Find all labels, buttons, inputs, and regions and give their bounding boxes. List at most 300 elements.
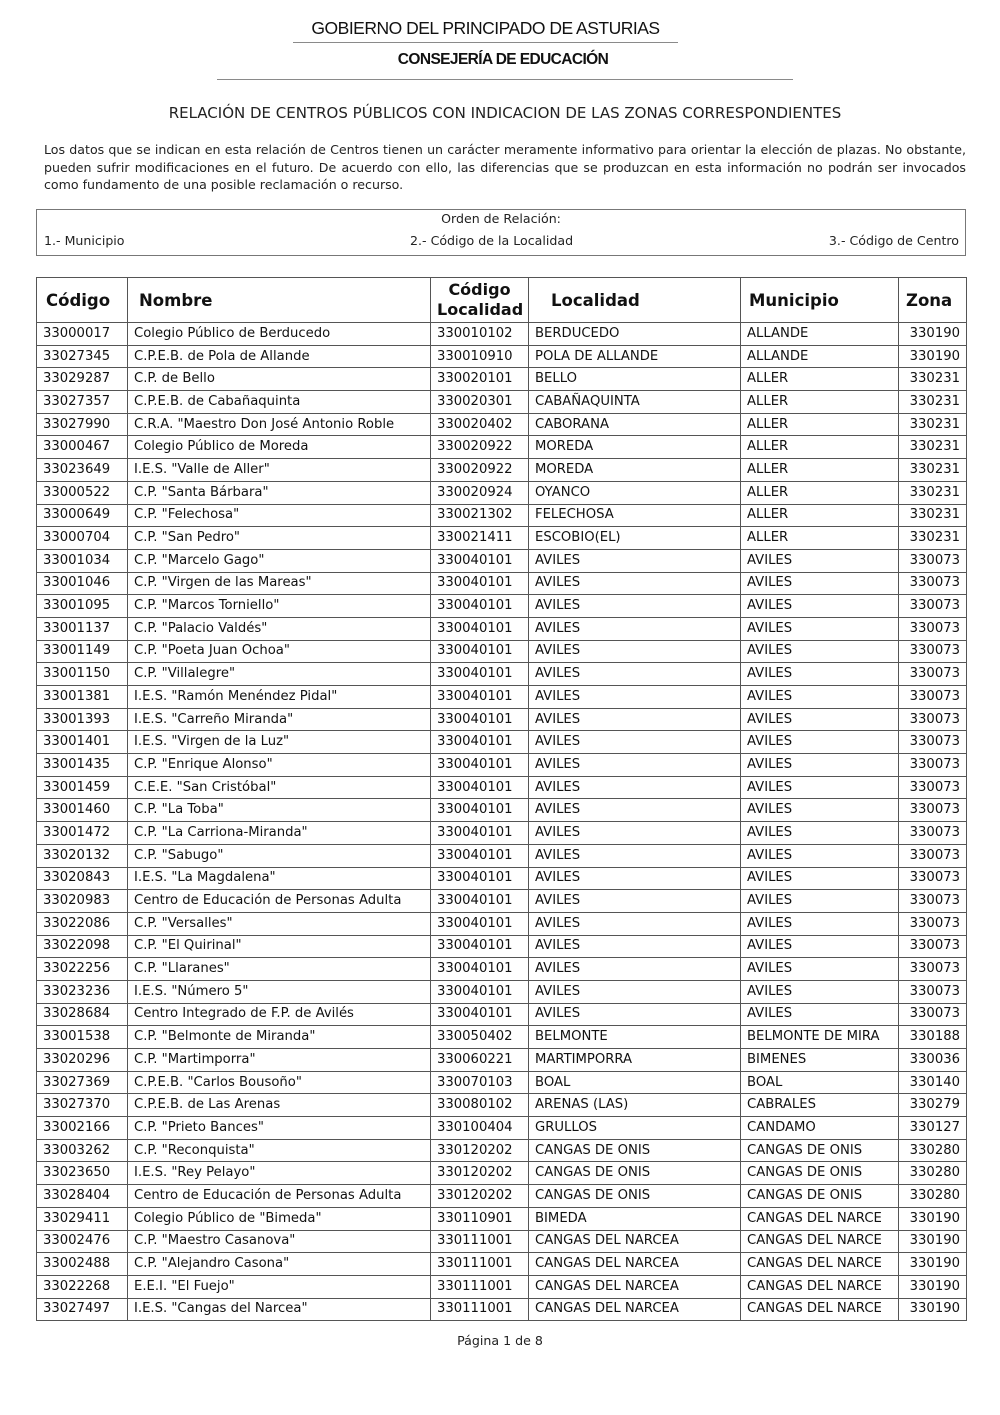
cell-localidad: AVILES <box>529 958 741 981</box>
cell-municipio: AVILES <box>741 617 899 640</box>
cell-codigo-localidad: 330120202 <box>431 1162 529 1185</box>
cell-zona: 330073 <box>899 549 967 572</box>
page-number: Página 1 de 8 <box>457 1333 543 1348</box>
cell-codigo: 33022086 <box>37 912 128 935</box>
cell-codigo-localidad: 330040101 <box>431 572 529 595</box>
column-header-municipio: Municipio <box>741 278 899 323</box>
cell-codigo-localidad: 330040101 <box>431 663 529 686</box>
cell-municipio: CANGAS DE ONIS <box>741 1162 899 1185</box>
cell-codigo-localidad: 330020922 <box>431 459 529 482</box>
cell-codigo-localidad: 330111001 <box>431 1298 529 1321</box>
cell-localidad: BIMEDA <box>529 1207 741 1230</box>
cell-nombre: C.P. "Sabugo" <box>128 844 431 867</box>
cell-localidad: OYANCO <box>529 481 741 504</box>
cell-codigo-localidad: 330070103 <box>431 1071 529 1094</box>
cell-codigo-localidad: 330010910 <box>431 345 529 368</box>
cell-codigo-localidad: 330021302 <box>431 504 529 527</box>
cell-localidad: MARTIMPORRA <box>529 1049 741 1072</box>
table-row <box>37 1094 967 1117</box>
cell-nombre: C.P. "Prieto Bances" <box>128 1117 431 1140</box>
cell-municipio: AVILES <box>741 640 899 663</box>
cell-nombre: C.P. "La Toba" <box>128 799 431 822</box>
cell-municipio: CANGAS DE ONIS <box>741 1139 899 1162</box>
table-row <box>37 1207 967 1230</box>
cell-localidad: AVILES <box>529 754 741 777</box>
department-header: CONSEJERÍA DE EDUCACIÓN <box>397 51 609 68</box>
cell-codigo-localidad: 330111001 <box>431 1230 529 1253</box>
cell-localidad: AVILES <box>529 686 741 709</box>
cell-municipio: ALLER <box>741 413 899 436</box>
cell-nombre: C.P. "Palacio Valdés" <box>128 617 431 640</box>
cell-codigo: 33000704 <box>37 527 128 550</box>
cell-nombre: C.P. "Villalegre" <box>128 663 431 686</box>
column-header-localidad: Localidad <box>529 278 741 323</box>
cell-codigo-localidad: 330040101 <box>431 754 529 777</box>
table-row <box>37 527 967 550</box>
cell-codigo: 33002166 <box>37 1117 128 1140</box>
header-divider <box>293 42 678 43</box>
cell-nombre: C.P. "Maestro Casanova" <box>128 1230 431 1253</box>
cell-localidad: AVILES <box>529 935 741 958</box>
cell-codigo-localidad: 330040101 <box>431 958 529 981</box>
cell-codigo-localidad: 330020101 <box>431 368 529 391</box>
cell-codigo-localidad: 330080102 <box>431 1094 529 1117</box>
cell-localidad: AVILES <box>529 822 741 845</box>
cell-codigo: 33001150 <box>37 663 128 686</box>
cell-codigo-localidad: 330040101 <box>431 595 529 618</box>
cell-localidad: CABORANA <box>529 413 741 436</box>
cell-codigo: 33003262 <box>37 1139 128 1162</box>
cell-localidad: AVILES <box>529 799 741 822</box>
cell-zona: 330279 <box>899 1094 967 1117</box>
cell-nombre: C.P.E.B. "Carlos Bousoño" <box>128 1071 431 1094</box>
cell-codigo: 33029411 <box>37 1207 128 1230</box>
cell-zona: 330073 <box>899 595 967 618</box>
cell-municipio: ALLER <box>741 527 899 550</box>
cell-localidad: CANGAS DEL NARCEA <box>529 1253 741 1276</box>
cell-municipio: ALLER <box>741 481 899 504</box>
cell-codigo: 33001381 <box>37 686 128 709</box>
sort-order-item: 2.- Código de la Localidad <box>410 233 574 248</box>
cell-codigo: 33000522 <box>37 481 128 504</box>
cell-nombre: E.E.I. "El Fuejo" <box>128 1275 431 1298</box>
cell-municipio: CANGAS DEL NARCE <box>741 1298 899 1321</box>
cell-nombre: I.E.S. "Carreño Miranda" <box>128 708 431 731</box>
cell-codigo: 33001460 <box>37 799 128 822</box>
cell-localidad: AVILES <box>529 595 741 618</box>
cell-codigo: 33001393 <box>37 708 128 731</box>
cell-zona: 330190 <box>899 1230 967 1253</box>
cell-codigo-localidad: 330060221 <box>431 1049 529 1072</box>
cell-nombre: C.P. "Virgen de las Mareas" <box>128 572 431 595</box>
cell-zona: 330190 <box>899 1253 967 1276</box>
table-row <box>37 1071 967 1094</box>
cell-municipio: AVILES <box>741 686 899 709</box>
cell-codigo-localidad: 330020301 <box>431 391 529 414</box>
cell-municipio: ALLANDE <box>741 323 899 346</box>
cell-zona: 330190 <box>899 345 967 368</box>
cell-codigo-localidad: 330040101 <box>431 867 529 890</box>
cell-zona: 330073 <box>899 617 967 640</box>
cell-codigo-localidad: 330040101 <box>431 980 529 1003</box>
cell-municipio: AVILES <box>741 958 899 981</box>
table-row <box>37 776 967 799</box>
cell-codigo-localidad: 330040101 <box>431 708 529 731</box>
cell-nombre: C.P. de Bello <box>128 368 431 391</box>
cell-municipio: BIMENES <box>741 1049 899 1072</box>
cell-codigo: 33000017 <box>37 323 128 346</box>
table-row <box>37 1003 967 1026</box>
cell-municipio: AVILES <box>741 867 899 890</box>
table-row <box>37 413 967 436</box>
cell-codigo: 33002488 <box>37 1253 128 1276</box>
cell-municipio: CANGAS DEL NARCE <box>741 1275 899 1298</box>
cell-zona: 330073 <box>899 776 967 799</box>
cell-nombre: C.P. "Enrique Alonso" <box>128 754 431 777</box>
cell-nombre: I.E.S. "La Magdalena" <box>128 867 431 890</box>
cell-codigo: 33020843 <box>37 867 128 890</box>
cell-municipio: CANGAS DEL NARCE <box>741 1253 899 1276</box>
column-header-codigo-localidad <box>431 278 529 323</box>
cell-localidad: FELECHOSA <box>529 504 741 527</box>
cell-nombre: C.P. "Martimporra" <box>128 1049 431 1072</box>
cell-localidad: GRULLOS <box>529 1117 741 1140</box>
cell-zona: 330231 <box>899 527 967 550</box>
cell-codigo-localidad: 330021411 <box>431 527 529 550</box>
cell-codigo: 33027370 <box>37 1094 128 1117</box>
cell-codigo: 33027990 <box>37 413 128 436</box>
table-row <box>37 549 967 572</box>
cell-nombre: C.P. "Llaranes" <box>128 958 431 981</box>
cell-zona: 330190 <box>899 1275 967 1298</box>
government-header: GOBIERNO DEL PRINCIPADO DE ASTURIAS <box>311 18 660 38</box>
cell-nombre: Colegio Público de "Bimeda" <box>128 1207 431 1230</box>
cell-codigo: 33001459 <box>37 776 128 799</box>
table-row <box>37 822 967 845</box>
table-row <box>37 617 967 640</box>
table-row <box>37 867 967 890</box>
cell-localidad: BELMONTE <box>529 1026 741 1049</box>
cell-codigo-localidad: 330040101 <box>431 617 529 640</box>
cell-municipio: BELMONTE DE MIRA <box>741 1026 899 1049</box>
cell-zona: 330190 <box>899 323 967 346</box>
cell-nombre: C.P.E.B. de Pola de Allande <box>128 345 431 368</box>
cell-zona: 330190 <box>899 1207 967 1230</box>
cell-zona: 330073 <box>899 640 967 663</box>
cell-codigo: 33020132 <box>37 844 128 867</box>
cell-zona: 330073 <box>899 867 967 890</box>
table-row <box>37 799 967 822</box>
sort-order-item: 3.- Código de Centro <box>828 233 959 248</box>
cell-codigo: 33027497 <box>37 1298 128 1321</box>
cell-municipio: AVILES <box>741 663 899 686</box>
cell-zona: 330231 <box>899 481 967 504</box>
table-row <box>37 958 967 981</box>
cell-localidad: AVILES <box>529 549 741 572</box>
table-row <box>37 640 967 663</box>
cell-nombre: I.E.S. "Cangas del Narcea" <box>128 1298 431 1321</box>
cell-zona: 330231 <box>899 368 967 391</box>
cell-codigo-localidad: 330050402 <box>431 1026 529 1049</box>
column-header-zona: Zona <box>899 278 967 323</box>
cell-nombre: I.E.S. "Número 5" <box>128 980 431 1003</box>
cell-codigo: 33002476 <box>37 1230 128 1253</box>
cell-localidad: MOREDA <box>529 436 741 459</box>
table-row <box>37 1162 967 1185</box>
cell-codigo-localidad: 330020924 <box>431 481 529 504</box>
column-header-codigo: Código <box>37 278 128 323</box>
cell-zona: 330280 <box>899 1185 967 1208</box>
table-row <box>37 890 967 913</box>
cell-codigo-localidad: 330120202 <box>431 1139 529 1162</box>
cell-codigo-localidad: 330020922 <box>431 436 529 459</box>
cell-nombre: Centro Integrado de F.P. de Avilés <box>128 1003 431 1026</box>
cell-zona: 330073 <box>899 1003 967 1026</box>
disclaimer-paragraph: Los datos que se indican en esta relación de Centros tienen un carácter meramente informativo para orientar la elección de plazas. No obstante, pueden sufrir modificaciones en el futuro. De acuerdo con ello, las diferencias que se produzcan en esta información no podrán ser invocados como fundamento de una posible reclamación o recurso. <box>44 142 966 192</box>
cell-codigo-localidad: 330040101 <box>431 935 529 958</box>
cell-codigo: 33001095 <box>37 595 128 618</box>
cell-municipio: CABRALES <box>741 1094 899 1117</box>
cell-nombre: C.P.E.B. de Las Arenas <box>128 1094 431 1117</box>
cell-localidad: BOAL <box>529 1071 741 1094</box>
cell-zona: 330073 <box>899 935 967 958</box>
cell-localidad: MOREDA <box>529 459 741 482</box>
table-row <box>37 595 967 618</box>
cell-codigo-localidad: 330010102 <box>431 323 529 346</box>
table-row <box>37 1117 967 1140</box>
cell-zona: 330073 <box>899 754 967 777</box>
cell-codigo: 33000467 <box>37 436 128 459</box>
table-row <box>37 663 967 686</box>
cell-nombre: C.E.E. "San Cristóbal" <box>128 776 431 799</box>
cell-municipio: ALLER <box>741 459 899 482</box>
cell-nombre: I.E.S. "Rey Pelayo" <box>128 1162 431 1185</box>
cell-localidad: AVILES <box>529 844 741 867</box>
table-row <box>37 436 967 459</box>
cell-codigo-localidad: 330111001 <box>431 1275 529 1298</box>
cell-codigo: 33020296 <box>37 1049 128 1072</box>
table-row <box>37 1298 967 1321</box>
cell-codigo: 33023650 <box>37 1162 128 1185</box>
column-header-nombre: Nombre <box>128 278 431 323</box>
cell-localidad: AVILES <box>529 708 741 731</box>
cell-nombre: Centro de Educación de Personas Adulta <box>128 890 431 913</box>
cell-localidad: CANGAS DEL NARCEA <box>529 1298 741 1321</box>
cell-zona: 330073 <box>899 912 967 935</box>
cell-codigo: 33023649 <box>37 459 128 482</box>
cell-codigo: 33001034 <box>37 549 128 572</box>
cell-municipio: AVILES <box>741 844 899 867</box>
table-row <box>37 481 967 504</box>
cell-nombre: C.P. "Marcos Torniello" <box>128 595 431 618</box>
cell-municipio: AVILES <box>741 935 899 958</box>
cell-municipio: AVILES <box>741 776 899 799</box>
cell-codigo: 33001149 <box>37 640 128 663</box>
cell-codigo-localidad: 330040101 <box>431 776 529 799</box>
cell-nombre: C.P. "Versalles" <box>128 912 431 935</box>
cell-localidad: ESCOBIO(EL) <box>529 527 741 550</box>
cell-codigo: 33001401 <box>37 731 128 754</box>
cell-municipio: AVILES <box>741 912 899 935</box>
sort-order-title: Orden de Relación: <box>441 211 561 226</box>
cell-nombre: C.P.E.B. de Cabañaquinta <box>128 391 431 414</box>
cell-municipio: AVILES <box>741 595 899 618</box>
table-row <box>37 912 967 935</box>
cell-nombre: C.P. "Santa Bárbara" <box>128 481 431 504</box>
table-row <box>37 1185 967 1208</box>
cell-codigo-localidad: 330040101 <box>431 731 529 754</box>
cell-municipio: ALLER <box>741 436 899 459</box>
cell-codigo: 33001538 <box>37 1026 128 1049</box>
cell-municipio: AVILES <box>741 822 899 845</box>
cell-nombre: Centro de Educación de Personas Adulta <box>128 1185 431 1208</box>
cell-nombre: C.P. "La Carriona-Miranda" <box>128 822 431 845</box>
cell-localidad: CANGAS DE ONIS <box>529 1185 741 1208</box>
table-row <box>37 1139 967 1162</box>
table-row <box>37 1275 967 1298</box>
cell-codigo-localidad: 330040101 <box>431 640 529 663</box>
cell-nombre: C.P. "Felechosa" <box>128 504 431 527</box>
cell-localidad: CANGAS DEL NARCEA <box>529 1275 741 1298</box>
cell-nombre: C.P. "Belmonte de Miranda" <box>128 1026 431 1049</box>
table-body <box>37 323 967 1321</box>
cell-nombre: I.E.S. "Virgen de la Luz" <box>128 731 431 754</box>
cell-zona: 330127 <box>899 1117 967 1140</box>
cell-nombre: C.P. "El Quirinal" <box>128 935 431 958</box>
cell-codigo: 33027357 <box>37 391 128 414</box>
cell-zona: 330231 <box>899 413 967 436</box>
cell-codigo: 33001472 <box>37 822 128 845</box>
cell-localidad: AVILES <box>529 890 741 913</box>
cell-nombre: Colegio Público de Moreda <box>128 436 431 459</box>
cell-zona: 330073 <box>899 708 967 731</box>
cell-localidad: CANGAS DEL NARCEA <box>529 1230 741 1253</box>
cell-codigo-localidad: 330040101 <box>431 799 529 822</box>
cell-municipio: ALLER <box>741 368 899 391</box>
cell-zona: 330073 <box>899 572 967 595</box>
sort-order-item: 1.- Municipio <box>44 233 125 248</box>
cell-localidad: BELLO <box>529 368 741 391</box>
cell-localidad: AVILES <box>529 640 741 663</box>
cell-localidad: CANGAS DE ONIS <box>529 1162 741 1185</box>
cell-codigo: 33022268 <box>37 1275 128 1298</box>
cell-codigo-localidad: 330120202 <box>431 1185 529 1208</box>
table-row <box>37 980 967 1003</box>
cell-localidad: CANGAS DE ONIS <box>529 1139 741 1162</box>
cell-nombre: C.P. "Poeta Juan Ochoa" <box>128 640 431 663</box>
cell-municipio: AVILES <box>741 549 899 572</box>
cell-zona: 330280 <box>899 1162 967 1185</box>
table-row <box>37 935 967 958</box>
cell-zona: 330073 <box>899 663 967 686</box>
table-row <box>37 1049 967 1072</box>
cell-municipio: ALLER <box>741 504 899 527</box>
cell-municipio: ALLANDE <box>741 345 899 368</box>
cell-nombre: I.E.S. "Ramón Menéndez Pidal" <box>128 686 431 709</box>
table-row <box>37 844 967 867</box>
cell-codigo: 33028404 <box>37 1185 128 1208</box>
table-row <box>37 686 967 709</box>
cell-localidad: AVILES <box>529 912 741 935</box>
cell-zona: 330231 <box>899 436 967 459</box>
cell-codigo: 33020983 <box>37 890 128 913</box>
cell-zona: 330036 <box>899 1049 967 1072</box>
cell-municipio: AVILES <box>741 708 899 731</box>
cell-codigo-localidad: 330040101 <box>431 1003 529 1026</box>
cell-zona: 330073 <box>899 686 967 709</box>
cell-codigo-localidad: 330040101 <box>431 890 529 913</box>
cell-zona: 330231 <box>899 391 967 414</box>
cell-zona: 330140 <box>899 1071 967 1094</box>
cell-codigo-localidad: 330110901 <box>431 1207 529 1230</box>
cell-codigo-localidad: 330040101 <box>431 912 529 935</box>
cell-codigo-localidad: 330020402 <box>431 413 529 436</box>
centers-table <box>36 277 967 1321</box>
table-row <box>37 459 967 482</box>
cell-municipio: CANGAS DEL NARCE <box>741 1230 899 1253</box>
table-row <box>37 1253 967 1276</box>
cell-codigo: 33022256 <box>37 958 128 981</box>
table-row <box>37 368 967 391</box>
cell-municipio: AVILES <box>741 799 899 822</box>
header-divider <box>217 79 793 80</box>
cell-codigo: 33001137 <box>37 617 128 640</box>
cell-municipio: AVILES <box>741 890 899 913</box>
cell-nombre: I.E.S. "Valle de Aller" <box>128 459 431 482</box>
table-row <box>37 391 967 414</box>
cell-localidad: ARENAS (LAS) <box>529 1094 741 1117</box>
cell-localidad: AVILES <box>529 867 741 890</box>
cell-zona: 330073 <box>899 980 967 1003</box>
cell-nombre: C.P. "San Pedro" <box>128 527 431 550</box>
cell-localidad: BERDUCEDO <box>529 323 741 346</box>
cell-zona: 330073 <box>899 890 967 913</box>
document-title: RELACIÓN DE CENTROS PÚBLICOS CON INDICACION DE LAS ZONAS CORRESPONDIENTES <box>168 104 842 122</box>
cell-nombre: Colegio Público de Berducedo <box>128 323 431 346</box>
cell-localidad: AVILES <box>529 617 741 640</box>
table-row <box>37 1026 967 1049</box>
cell-municipio: ALLER <box>741 391 899 414</box>
cell-zona: 330190 <box>899 1298 967 1321</box>
table-header-row <box>37 278 967 323</box>
cell-zona: 330231 <box>899 504 967 527</box>
cell-codigo-localidad: 330100404 <box>431 1117 529 1140</box>
cell-localidad: AVILES <box>529 572 741 595</box>
cell-codigo: 33000649 <box>37 504 128 527</box>
table-row <box>37 754 967 777</box>
cell-zona: 330231 <box>899 459 967 482</box>
column-header-codigo-localidad-line1: Código <box>448 280 511 299</box>
cell-codigo: 33023236 <box>37 980 128 1003</box>
cell-municipio: AVILES <box>741 754 899 777</box>
table-row <box>37 345 967 368</box>
cell-municipio: CANGAS DE ONIS <box>741 1185 899 1208</box>
cell-zona: 330073 <box>899 799 967 822</box>
cell-codigo: 33027345 <box>37 345 128 368</box>
cell-codigo: 33001046 <box>37 572 128 595</box>
cell-codigo: 33027369 <box>37 1071 128 1094</box>
cell-localidad: AVILES <box>529 663 741 686</box>
cell-zona: 330280 <box>899 1139 967 1162</box>
cell-zona: 330188 <box>899 1026 967 1049</box>
cell-codigo-localidad: 330040101 <box>431 822 529 845</box>
cell-municipio: AVILES <box>741 980 899 1003</box>
cell-codigo: 33028684 <box>37 1003 128 1026</box>
table-row <box>37 323 967 346</box>
cell-municipio: AVILES <box>741 731 899 754</box>
cell-municipio: BOAL <box>741 1071 899 1094</box>
cell-codigo: 33029287 <box>37 368 128 391</box>
